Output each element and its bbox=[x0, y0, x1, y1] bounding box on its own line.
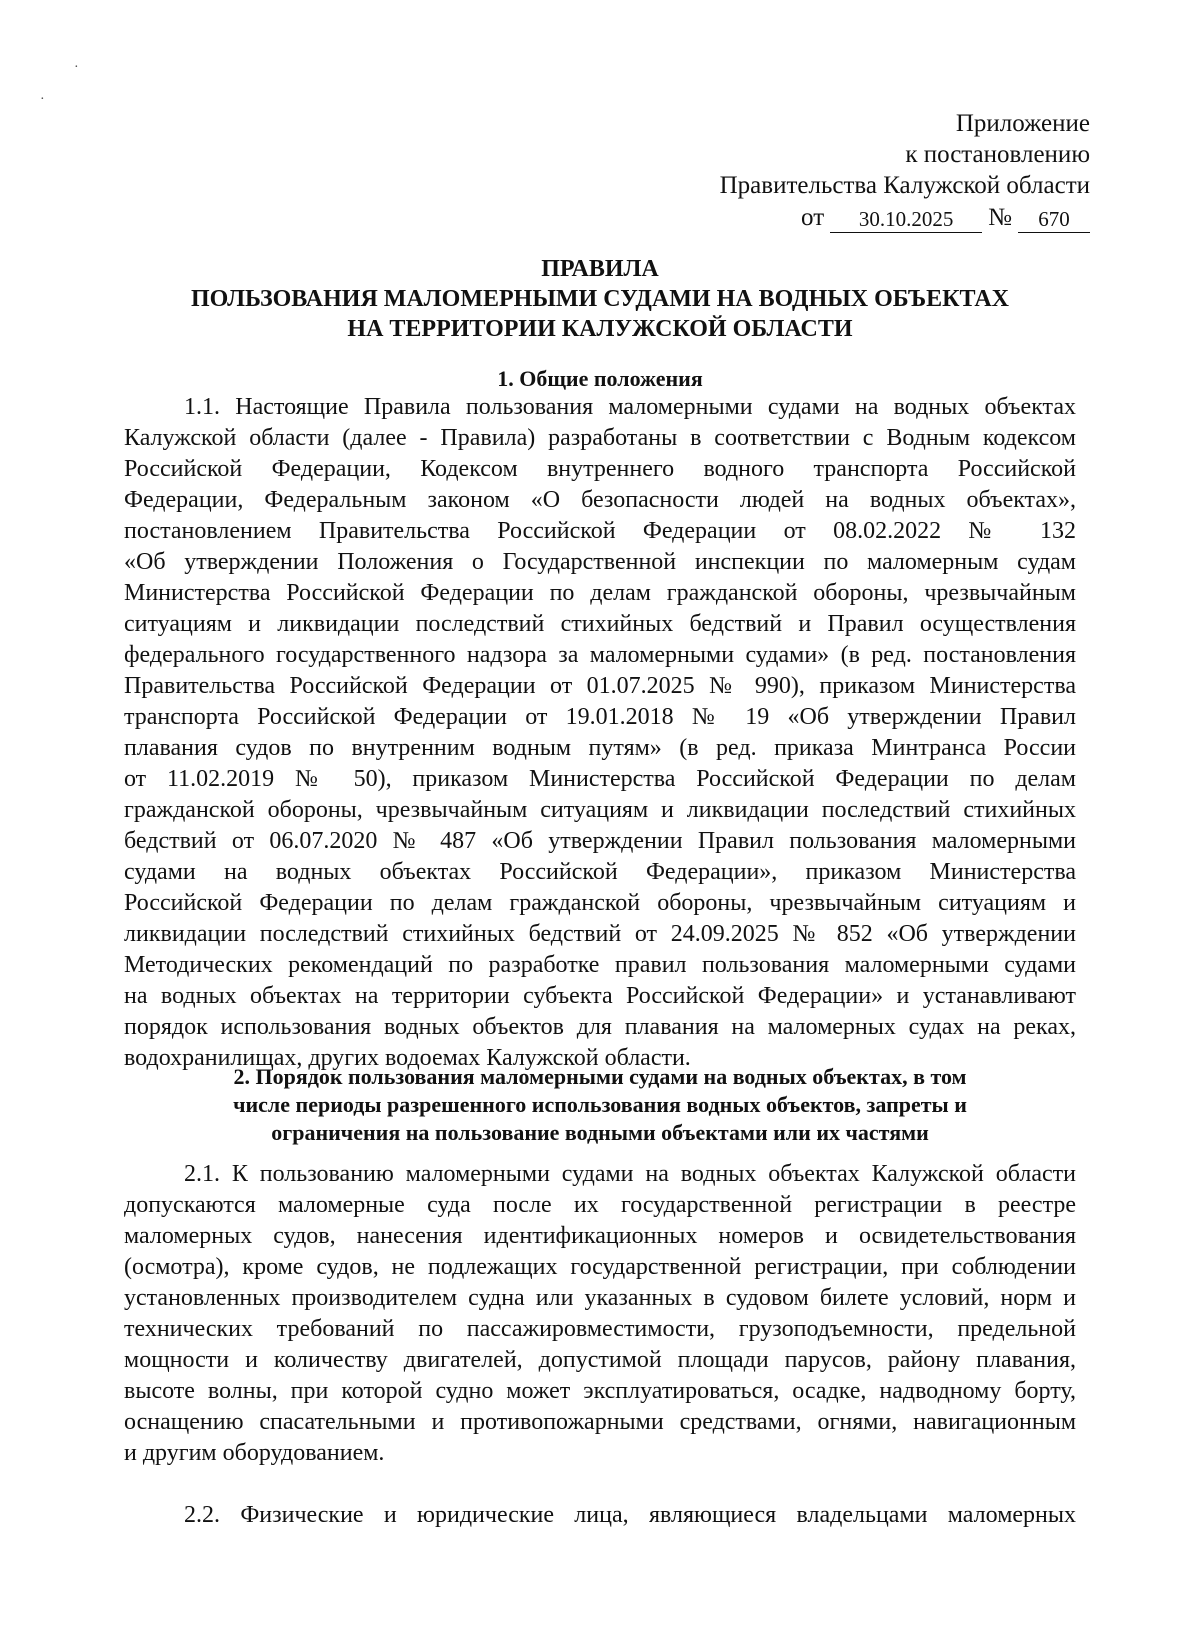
text-line: маломерных судов, нанесения идентификационных номеров и освидетельствования bbox=[124, 1223, 1076, 1249]
title-line-3: НА ТЕРРИТОРИИ КАЛУЖСКОЙ ОБЛАСТИ bbox=[347, 316, 853, 342]
text-line: и другим оборудованием. bbox=[124, 1440, 385, 1466]
text-line: федерального государственного надзора за маломерными судами» (в ред. постановления bbox=[124, 642, 1076, 668]
text-line: от 11.02.2019 № 50), приказом Министерства Российской Федерации по делам bbox=[124, 766, 1076, 792]
document-title bbox=[100, 254, 1100, 344]
number-value: 670 bbox=[1038, 207, 1070, 231]
text-line: 1.1. Настоящие Правила пользования маломерными судами на водных объектах bbox=[184, 394, 1076, 420]
text-line: Российской Федерации, Кодексом внутреннего водного транспорта Российской bbox=[124, 456, 1076, 482]
text-line: (осмотра), кроме судов, не подлежащих государственной регистрации, при соблюдении bbox=[124, 1254, 1076, 1280]
text-line: Методических рекомендаций по разработке правил пользования маломерными судами bbox=[124, 952, 1076, 978]
text-line: 2. Порядок пользования маломерными судами на водных объектах, в том bbox=[233, 1064, 967, 1089]
text-line: транспорта Российской Федерации от 19.01.2018 № 19 «Об утверждении Правил bbox=[124, 704, 1076, 730]
appendix-block bbox=[720, 108, 1090, 233]
text-line: числе периоды разрешенного использования водных объектов, запреты и bbox=[233, 1092, 967, 1117]
text-line: постановлением Правительства Российской Федерации от 08.02.2022 № 132 bbox=[124, 518, 1076, 544]
text-line: технических требований по пассажировместимости, грузоподъемности, предельной bbox=[124, 1316, 1076, 1342]
text-line: водохранилищах, других водоемах Калужской области. bbox=[124, 1045, 691, 1071]
text-line: 2.1. К пользованию маломерными судами на водных объектах Калужской области bbox=[184, 1161, 1076, 1187]
scan-speck: · bbox=[40, 92, 45, 107]
text-line: Министерства Российской Федерации по делам гражданской обороны, чрезвычайным bbox=[124, 580, 1076, 606]
section-2-heading bbox=[120, 1063, 1080, 1147]
text-line: на водных объектах на территории субъекта Российской Федерации» и устанавливают bbox=[124, 983, 1076, 1009]
text-line: оснащению спасательными и противопожарными средствами, огнями, навигационным bbox=[124, 1409, 1076, 1435]
text-line: ликвидации последствий стихийных бедствий от 24.09.2025 № 852 «Об утверждении bbox=[124, 921, 1076, 947]
text-line: ограничения на пользование водными объектами или их частями bbox=[271, 1120, 929, 1145]
appendix-line-1: Приложение bbox=[955, 110, 1090, 137]
paragraph-2-2 bbox=[124, 1500, 1076, 1531]
text-line: порядок использования водных объектов для плавания на маломерных судах на реках, bbox=[124, 1014, 1076, 1040]
appendix-line-2: к постановлению bbox=[905, 141, 1090, 168]
number-prefix: № bbox=[988, 204, 1012, 231]
date-field bbox=[830, 208, 982, 233]
title-line-2: ПОЛЬЗОВАНИЯ МАЛОМЕРНЫМИ СУДАМИ НА ВОДНЫХ ОБЪЕКТАХ bbox=[190, 286, 1009, 312]
date-prefix: от bbox=[801, 204, 825, 231]
section-1-heading-text: 1. Общие положения bbox=[497, 366, 703, 391]
scan-speck: · bbox=[74, 60, 79, 75]
date-value: 30.10.2025 bbox=[858, 207, 954, 231]
appendix-date-line bbox=[801, 202, 1090, 233]
appendix-line-3: Правительства Калужской области bbox=[719, 172, 1090, 199]
text-line: судами на водных объектах Российской Федерации», приказом Министерства bbox=[124, 859, 1076, 885]
text-line: ситуациям и ликвидации последствий стихийных бедствий и Правил осуществления bbox=[124, 611, 1076, 637]
title-line-1: ПРАВИЛА bbox=[541, 256, 659, 282]
section-1-heading bbox=[120, 365, 1080, 393]
text-line: 2.2. Физические и юридические лица, являющиеся владельцами маломерных bbox=[184, 1502, 1076, 1528]
text-line: Калужской области (далее - Правила) разработаны в соответствии с Водным кодексом bbox=[124, 425, 1076, 451]
paragraph-1-1 bbox=[124, 392, 1076, 1074]
text-line: Федерации, Федеральным законом «О безопасности людей на водных объектах», bbox=[124, 487, 1076, 513]
text-line: Российской Федерации по делам гражданской обороны, чрезвычайным ситуациям и bbox=[124, 890, 1076, 916]
text-line: бедствий от 06.07.2020 № 487 «Об утверждении Правил пользования маломерными bbox=[124, 828, 1076, 854]
text-line: плавания судов по внутренним водным путям» (в ред. приказа Минтранса России bbox=[124, 735, 1076, 761]
text-line: «Об утверждении Положения о Государственной инспекции по маломерным судам bbox=[124, 549, 1076, 575]
text-line: мощности и количеству двигателей, допустимой площади парусов, району плавания, bbox=[124, 1347, 1076, 1373]
text-line: высоте волны, при которой судно может эксплуатироваться, осадке, надводному борту, bbox=[124, 1378, 1076, 1404]
text-line: Правительства Российской Федерации от 01.07.2025 № 990), приказом Министерства bbox=[124, 673, 1076, 699]
text-line: допускаются маломерные суда после их государственной регистрации в реестре bbox=[124, 1192, 1076, 1218]
text-line: гражданской обороны, чрезвычайным ситуациям и ликвидации последствий стихийных bbox=[124, 797, 1076, 823]
number-field bbox=[1018, 208, 1090, 233]
paragraph-2-1 bbox=[124, 1159, 1076, 1469]
text-line: установленных производителем судна или указанных в судовом билете условий, норм и bbox=[124, 1285, 1076, 1311]
